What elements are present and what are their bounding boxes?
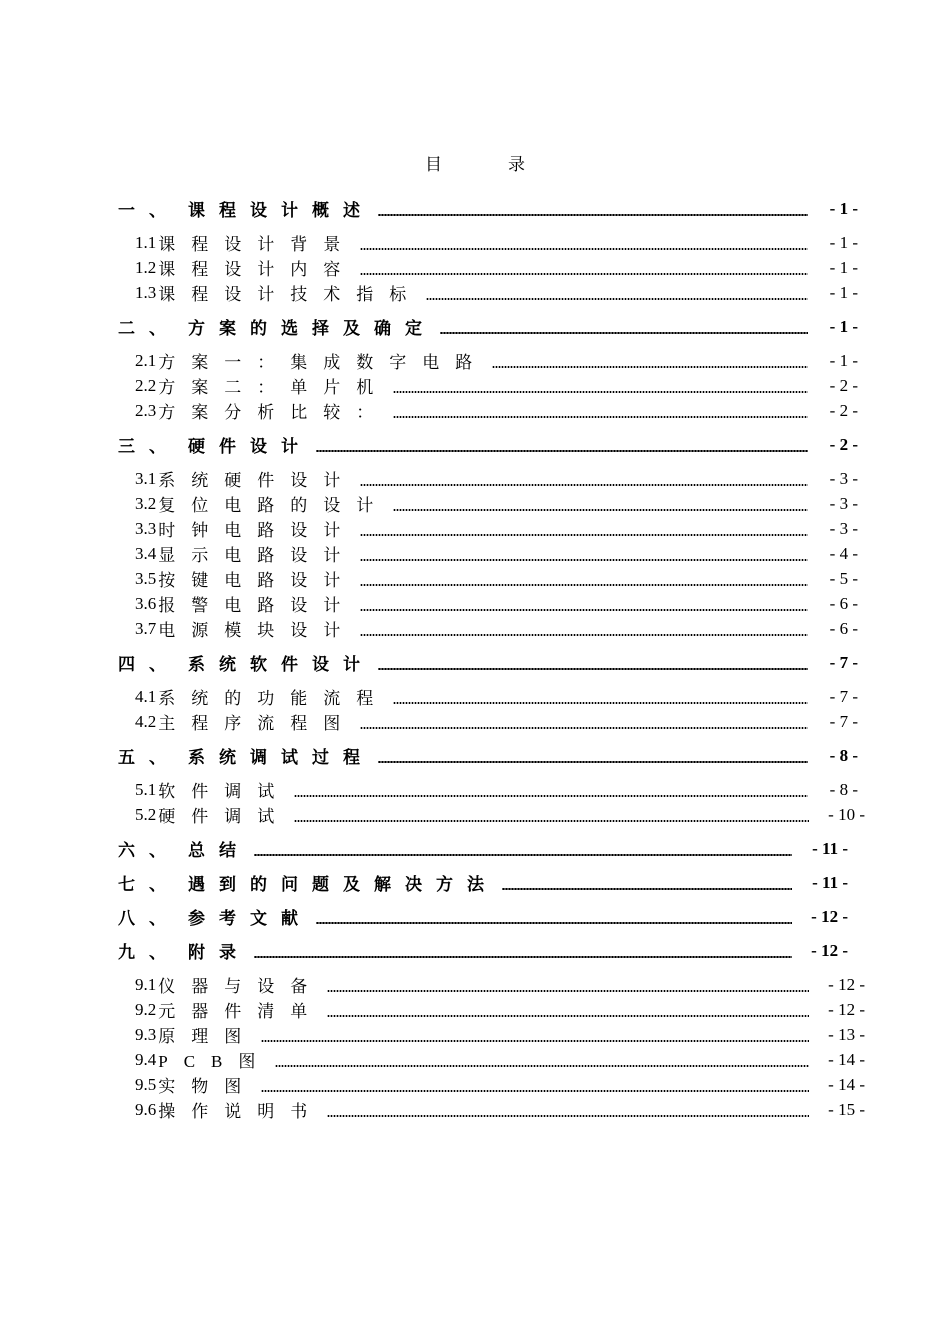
- dot-leader: [378, 214, 808, 216]
- dot-leader: [393, 509, 808, 511]
- toc-page-number: - 11 -: [812, 872, 848, 892]
- toc-entry-title: 显示电路设计: [158, 546, 357, 565]
- toc-entry-number: 六、: [118, 841, 180, 860]
- dot-leader: [316, 922, 792, 924]
- dot-leader: [393, 416, 808, 418]
- title-char-1: 目: [425, 155, 442, 174]
- toc-entry-number: 3.6: [135, 593, 157, 613]
- dot-leader: [261, 1090, 809, 1092]
- toc-section-entry[interactable]: [118, 972, 865, 997]
- toc-entry-number: 9.6: [135, 1099, 157, 1119]
- toc-chapter-entry[interactable]: [118, 196, 858, 221]
- dot-leader: [393, 391, 808, 393]
- dot-leader: [327, 1115, 809, 1117]
- dot-leader: [360, 534, 808, 536]
- toc-page-number: - 3 -: [829, 518, 858, 538]
- toc-entry-title: 操作说明书: [158, 1102, 324, 1121]
- dot-leader: [261, 1040, 809, 1042]
- dot-leader: [360, 484, 808, 486]
- toc-page-number: - 12 -: [811, 906, 848, 926]
- toc-entry-title: 复位电路的设计: [158, 496, 390, 515]
- toc-entry-title: 仪器与设备: [158, 977, 324, 996]
- toc-entry-number: 3.4: [135, 543, 157, 563]
- toc-chapter-entry[interactable]: [118, 432, 858, 457]
- toc-entry-number: 3.1: [135, 468, 157, 488]
- toc-page-number: - 12 -: [828, 974, 865, 994]
- toc-entry-number: 1.1: [135, 232, 157, 252]
- dot-leader: [275, 1065, 809, 1067]
- toc-entry-number: 四、: [118, 655, 180, 674]
- toc-entry-number: 1.3: [135, 282, 157, 302]
- dot-leader: [360, 273, 808, 275]
- toc-entry-number: 9.5: [135, 1074, 157, 1094]
- toc-page-number: - 6 -: [829, 618, 858, 638]
- toc-entry-title: 方案二：单片机: [158, 378, 390, 397]
- toc-page-number: - 1 -: [829, 232, 858, 252]
- toc-entry-title: 方案的选择及确定: [188, 319, 436, 338]
- toc-page-number: - 2 -: [829, 375, 858, 395]
- toc-entry-title: 总结: [188, 841, 250, 860]
- toc-page-number: - 14 -: [828, 1074, 865, 1094]
- toc-entry-number: 八、: [118, 909, 180, 928]
- toc-page-number: - 2 -: [829, 434, 858, 454]
- title-char-2: 录: [508, 155, 525, 174]
- toc-page-number: - 11 -: [812, 838, 848, 858]
- toc-entry-number: 5.2: [135, 804, 157, 824]
- toc-page-number: - 1 -: [829, 198, 858, 218]
- toc-page-number: - 5 -: [829, 568, 858, 588]
- toc-section-entry[interactable]: [118, 709, 858, 734]
- toc-entry-title: 系统软件设计: [188, 655, 374, 674]
- toc-entry-number: 2.3: [135, 400, 157, 420]
- dot-leader: [360, 727, 808, 729]
- toc-entry-title: 遇到的问题及解决方法: [188, 875, 498, 894]
- toc-section-entry[interactable]: [118, 280, 858, 305]
- toc-entry-number: 一、: [118, 201, 180, 220]
- toc-entry-title: 硬件设计: [188, 437, 312, 456]
- toc-chapter-entry[interactable]: [118, 836, 848, 861]
- toc-page-number: - 7 -: [829, 686, 858, 706]
- toc-entry-title: 报警电路设计: [158, 596, 357, 615]
- dot-leader: [440, 332, 808, 334]
- toc-entry-number: 2.1: [135, 350, 157, 370]
- toc-section-entry[interactable]: [118, 1072, 865, 1097]
- toc-section-entry[interactable]: [118, 997, 865, 1022]
- toc-section-entry[interactable]: [118, 398, 858, 423]
- toc-entry-title: 参考文献: [188, 909, 312, 928]
- toc-page-number: - 12 -: [811, 940, 848, 960]
- toc-chapter-entry[interactable]: [118, 314, 858, 339]
- toc-section-entry[interactable]: [118, 466, 858, 491]
- toc-entry-number: 5.1: [135, 779, 157, 799]
- toc-entry-number: 2.2: [135, 375, 157, 395]
- toc-page-number: - 7 -: [829, 711, 858, 731]
- dot-leader: [426, 298, 808, 300]
- toc-entry-title: 课程设计概述: [188, 201, 374, 220]
- toc-entry-number: 3.5: [135, 568, 157, 588]
- toc-section-entry[interactable]: [118, 802, 865, 827]
- toc-entry-title: 主程序流程图: [158, 714, 357, 733]
- toc-entry-number: 三、: [118, 437, 180, 456]
- toc-entry-title: 按键电路设计: [158, 571, 357, 590]
- toc-section-entry[interactable]: [118, 348, 858, 373]
- toc-page-number: - 15 -: [828, 1099, 865, 1119]
- dot-leader: [360, 248, 808, 250]
- toc-section-entry[interactable]: [118, 491, 858, 516]
- toc-entry-number: 3.3: [135, 518, 157, 538]
- toc-page-number: - 7 -: [829, 652, 858, 672]
- dot-leader: [492, 366, 808, 368]
- toc-entry-number: 九、: [118, 943, 180, 962]
- toc-entry-title: 电源模块设计: [158, 621, 357, 640]
- dot-leader: [294, 820, 809, 822]
- toc-page-number: - 13 -: [828, 1024, 865, 1044]
- toc-entry-number: 9.3: [135, 1024, 157, 1044]
- toc-entry-number: 1.2: [135, 257, 157, 277]
- dot-leader: [378, 761, 808, 763]
- toc-page-number: - 12 -: [828, 999, 865, 1019]
- toc-entry-number: 4.1: [135, 686, 157, 706]
- toc-page-number: - 1 -: [829, 350, 858, 370]
- toc-section-entry[interactable]: [118, 684, 858, 709]
- toc-entry-number: 3.7: [135, 618, 157, 638]
- toc-entry-title: 系统硬件设计: [158, 471, 357, 490]
- toc-entry-number: 9.1: [135, 974, 157, 994]
- toc-entry-title: PCB图: [158, 1052, 272, 1071]
- toc-chapter-entry[interactable]: [118, 938, 848, 963]
- dot-leader: [327, 1015, 809, 1017]
- toc-page-number: - 8 -: [829, 745, 858, 765]
- toc-entry-title: 方案分析比较：: [158, 403, 390, 422]
- toc-page-number: - 8 -: [829, 779, 858, 799]
- toc-entry-title: 系统的功能流程: [158, 689, 390, 708]
- toc-page-number: - 14 -: [828, 1049, 865, 1069]
- toc-entry-title: 方案一：集成数字电路: [158, 353, 489, 372]
- dot-leader: [393, 702, 808, 704]
- toc-entry-number: 3.2: [135, 493, 157, 513]
- dot-leader: [254, 854, 792, 856]
- toc-chapter-entry[interactable]: [118, 870, 848, 895]
- toc-entry-title: 原理图: [158, 1027, 258, 1046]
- toc-entry-title: 元器件清单: [158, 1002, 324, 1021]
- toc-page-number: - 4 -: [829, 543, 858, 563]
- toc-chapter-entry[interactable]: [118, 904, 848, 929]
- toc-section-entry[interactable]: [118, 1047, 865, 1072]
- toc-entry-title: 课程设计背景: [158, 235, 357, 254]
- toc-entry-title: 实物图: [158, 1077, 258, 1096]
- dot-leader: [360, 559, 808, 561]
- page-title: [0, 150, 950, 175]
- table-of-contents: [118, 196, 865, 1122]
- toc-section-entry[interactable]: [118, 516, 858, 541]
- toc-page-number: - 6 -: [829, 593, 858, 613]
- toc-entry-number: 二、: [118, 319, 180, 338]
- toc-entry-title: 附录: [188, 943, 250, 962]
- toc-section-entry[interactable]: [118, 566, 858, 591]
- toc-section-entry[interactable]: [118, 616, 858, 641]
- toc-section-entry[interactable]: [118, 230, 858, 255]
- toc-entry-number: 五、: [118, 748, 180, 767]
- toc-page-number: - 10 -: [828, 804, 865, 824]
- toc-chapter-entry[interactable]: [118, 650, 858, 675]
- dot-leader: [327, 990, 809, 992]
- toc-chapter-entry[interactable]: [118, 743, 858, 768]
- toc-section-entry[interactable]: [118, 777, 858, 802]
- toc-entry-title: 课程设计内容: [158, 260, 357, 279]
- toc-section-entry[interactable]: [118, 541, 858, 566]
- dot-leader: [360, 634, 808, 636]
- toc-entry-number: 9.4: [135, 1049, 157, 1069]
- toc-entry-number: 七、: [118, 875, 180, 894]
- toc-entry-title: 硬件调试: [158, 807, 291, 826]
- toc-entry-title: 软件调试: [158, 782, 291, 801]
- toc-entry-number: 9.2: [135, 999, 157, 1019]
- dot-leader: [316, 450, 808, 452]
- toc-page-number: - 1 -: [829, 282, 858, 302]
- dot-leader: [294, 795, 808, 797]
- dot-leader: [254, 956, 792, 958]
- dot-leader: [360, 609, 808, 611]
- toc-page-number: - 2 -: [829, 400, 858, 420]
- toc-entry-title: 系统调试过程: [188, 748, 374, 767]
- toc-section-entry[interactable]: [118, 373, 858, 398]
- dot-leader: [378, 668, 808, 670]
- toc-page-number: - 3 -: [829, 493, 858, 513]
- toc-section-entry[interactable]: [118, 1022, 865, 1047]
- toc-entry-number: 4.2: [135, 711, 157, 731]
- toc-section-entry[interactable]: [118, 255, 858, 280]
- toc-page-number: - 3 -: [829, 468, 858, 488]
- dot-leader: [502, 888, 792, 890]
- toc-section-entry[interactable]: [118, 591, 858, 616]
- dot-leader: [360, 584, 808, 586]
- toc-entry-title: 时钟电路设计: [158, 521, 357, 540]
- toc-page-number: - 1 -: [829, 316, 858, 336]
- toc-section-entry[interactable]: [118, 1097, 865, 1122]
- toc-entry-title: 课程设计技术指标: [158, 285, 423, 304]
- toc-page-number: - 1 -: [829, 257, 858, 277]
